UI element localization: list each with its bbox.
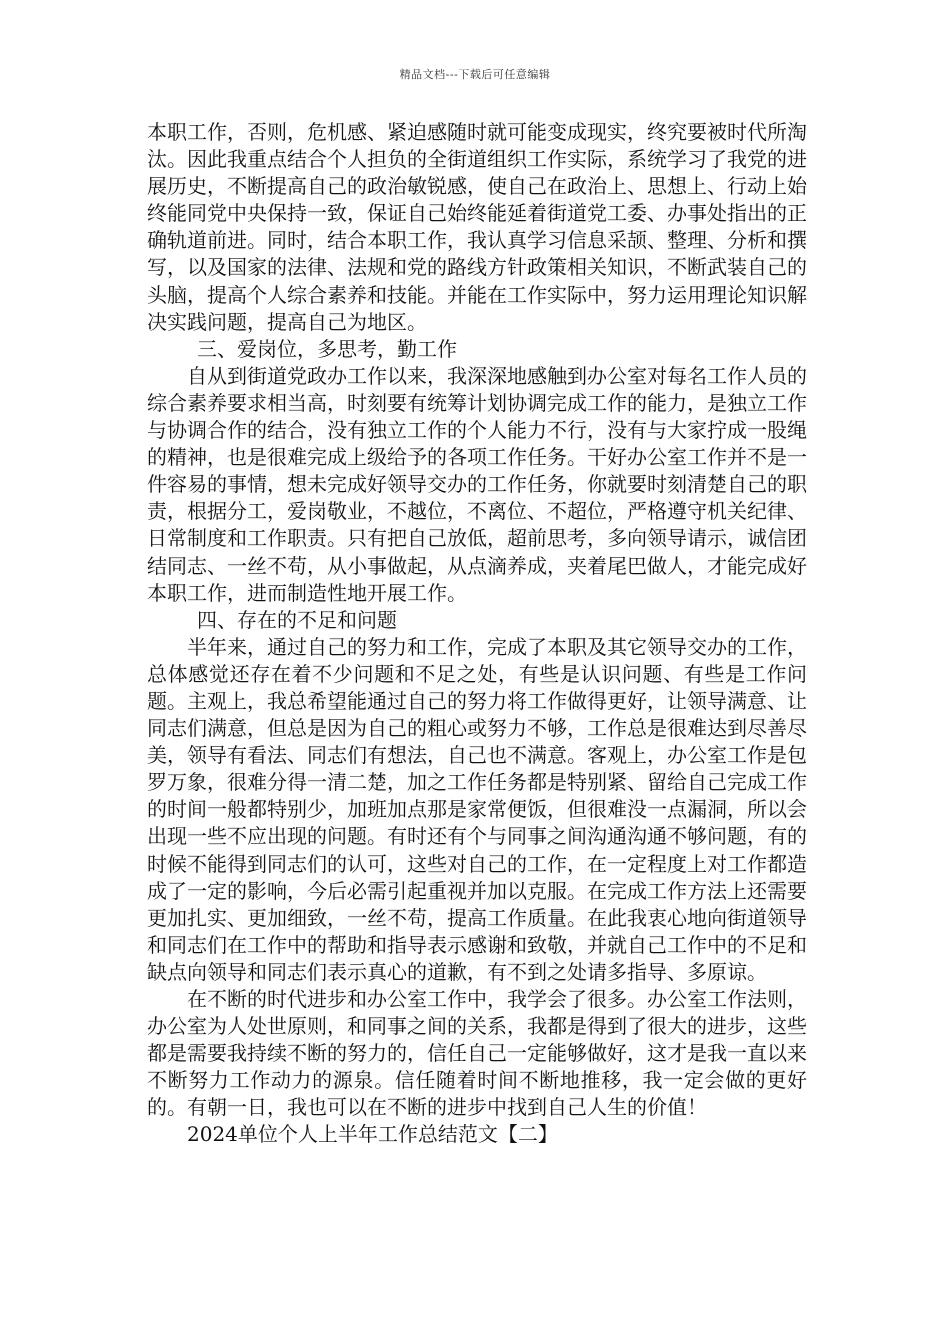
section-heading-4: 四、存在的不足和问题 xyxy=(197,607,397,632)
page-header: 精品文档---下载后可任意编辑 xyxy=(399,68,551,81)
paragraph-section-3: 自从到街道党政办工作以来，我深深地感触到办公室对每名工作人员的综合素养要求相当高，时刻要有统筹计划协调完成工作的能力，是独立工作与协调合作的结合，没有独立工作的个人能力不行，没有与大家拧成一股绳的精神，也是很难完成上级给予的各项工作任务。干好办公室工作并不是一件容易的事情，想未完成好领导交办的工作任务，你就要时刻清楚自己的职责，根据分工，爱岗敬业，不越位，不离位、不超位，严格遵守机关纪律、日常制度和工作职责。只有把自己放低，超前思考，多向领导请示，诚信团结同志、一丝不苟，从小事做起，从点滴养成，夹着尾巴做人，才能完成好本职工作，进而制造性地开展工作。 xyxy=(147,363,807,605)
section-heading-3: 三、爱岗位，多思考，勤工作 xyxy=(197,336,457,361)
paragraph-section-4: 半年来，通过自己的努力和工作，完成了本职及其它领导交办的工作，总体感觉还存在着不少问题和不足之处，有些是认识问题、有些是工作问题。主观上，我总希望能通过自己的努力将工作做得更好，让领导满意、让同志们满意，但总是因为自己的粗心或努力不够，工作总是很难达到尽善尽美，领导有看法、同志们有想法，自己也不满意。客观上，办公室工作是包罗万象，很难分得一清二楚，加之工作任务都是特别紧、留给自己完成工作的时间一般都特别少，加班加点那是家常便饭，但很难没一点漏洞，所以会出现一些不应出现的问题。有时还有个与同事之间沟通沟通不够问题，有的时候不能得到同志们的认可，这些对自己的工作，在一定程度上对工作都造成了一定的影响，今后必需引起重视并加以克服。在完成工作方法上还需要更加扎实、更加细致，一丝不苟，提高工作质量。在此我衷心地向街道领导和同志们在工作中的帮助和指导表示感谢和致敬，并就自己工作中的不足和缺点向领导和同志们表示真心的道歉，有不到之处请多指导、多原谅。 xyxy=(147,634,807,984)
next-article-title: 2024单位个人上半年工作总结范文【二】 xyxy=(187,1122,558,1147)
paragraph-continuation: 本职工作，否则，危机感、紧迫感随时就可能变成现实，终究要被时代所淘汰。因此我重点结合个人担负的全街道组织工作实际，系统学习了我党的进展历史，不断提高自己的政治敏锐感，使自己在政治上、思想上、行动上始终能同党中央保持一致，保证自己始终能延着街道党工委、办事处指出的正确轨道前进。同时，结合本职工作，我认真学习信息采颉、整理、分析和撰写，以及国家的法律、法规和党的路线方针政策相关知识，不断武装自己的头脑，提高个人综合素养和技能。并能在工作实际中，努力运用理论知识解决实践问题，提高自己为地区。 xyxy=(147,120,807,334)
document-body xyxy=(147,119,807,1149)
paragraph-conclusion: 在不断的时代进步和办公室工作中，我学会了很多。办公室工作法则，办公室为人处世原则，和同事之间的关系，我都是得到了很大的进步，这些都是需要我持续不断的努力的，信任自己一定能够做好，这才是我一直以来不断努力工作动力的源泉。信任随着时间不断地推移，我一定会做的更好的。有朝一日，我也可以在不断的进步中找到自己人生的价值！ xyxy=(147,987,807,1120)
